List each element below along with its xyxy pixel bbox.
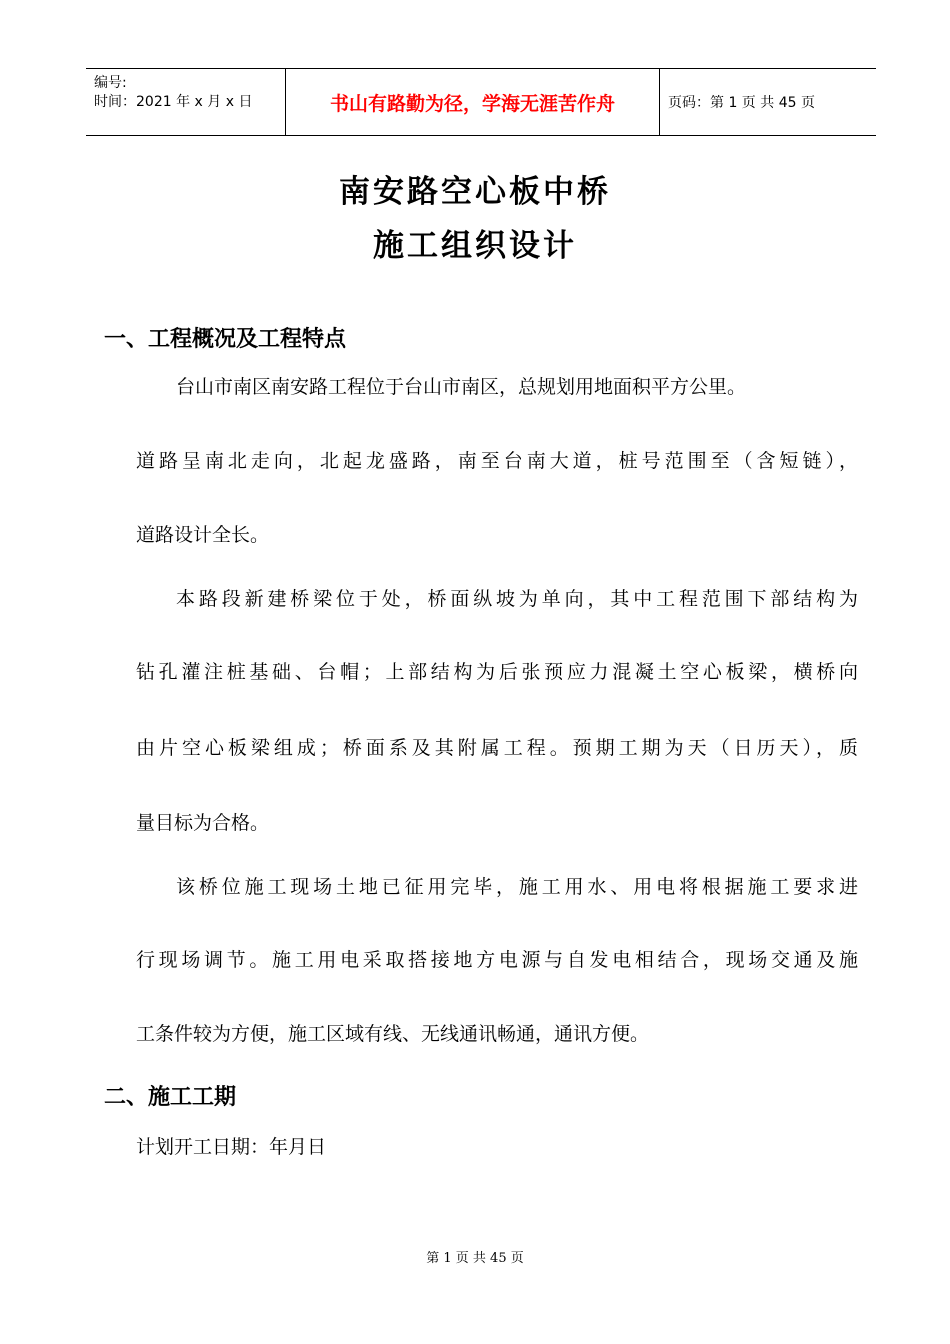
paragraph-line: 道路设计全长。 bbox=[136, 524, 270, 546]
paragraph-line: 台山市南区南安路工程位于台山市南区，总规划用地面积平方公里。 bbox=[176, 376, 747, 398]
page-header-table bbox=[86, 68, 876, 136]
section-heading-overview: 一、工程概况及工程特点 bbox=[104, 327, 347, 352]
paragraph-line: 钻孔灌注桩基础、台帽；上部结构为后张预应力混凝土空心板梁，横桥向 bbox=[136, 661, 858, 683]
paragraph-line: 该桥位施工现场土地已征用完毕，施工用水、用电将根据施工要求进 bbox=[176, 876, 858, 898]
header-meta-cell bbox=[86, 69, 286, 135]
document-title-line-2: 施工组织设计 bbox=[373, 228, 577, 264]
paragraph-line: 工条件较为方便，施工区域有线、无线通讯畅通，通讯方便。 bbox=[136, 1023, 650, 1045]
time-label: 时间：2021 年 x 月 x 日 bbox=[94, 94, 253, 110]
header-page-cell bbox=[660, 69, 876, 135]
header-motto-cell bbox=[286, 69, 660, 135]
page-footer: 第 1 页 共 45 页 bbox=[426, 1251, 524, 1266]
paragraph-line: 计划开工日期：年月日 bbox=[136, 1136, 327, 1158]
motto-text: 书山有路勤为径，学海无涯苦作舟 bbox=[329, 92, 615, 115]
paragraph-line: 行现场调节。施工用电采取搭接地方电源与自发电相结合，现场交通及施 bbox=[136, 949, 858, 971]
document-title-line-1: 南安路空心板中桥 bbox=[339, 174, 611, 210]
paragraph-line: 量目标为合格。 bbox=[136, 812, 270, 834]
code-label: 编号: bbox=[94, 75, 127, 91]
section-heading-schedule: 二、施工工期 bbox=[104, 1085, 237, 1110]
paragraph-line: 由片空心板梁组成；桥面系及其附属工程。预期工期为天（日历天），质 bbox=[136, 737, 858, 759]
page-number-label: 页码：第 1 页 共 45 页 bbox=[668, 95, 815, 111]
paragraph-line: 本路段新建桥梁位于处，桥面纵坡为单向，其中工程范围下部结构为 bbox=[176, 588, 858, 610]
paragraph-line: 道路呈南北走向，北起龙盛路，南至台南大道，桩号范围至（含短链）， bbox=[136, 450, 858, 472]
